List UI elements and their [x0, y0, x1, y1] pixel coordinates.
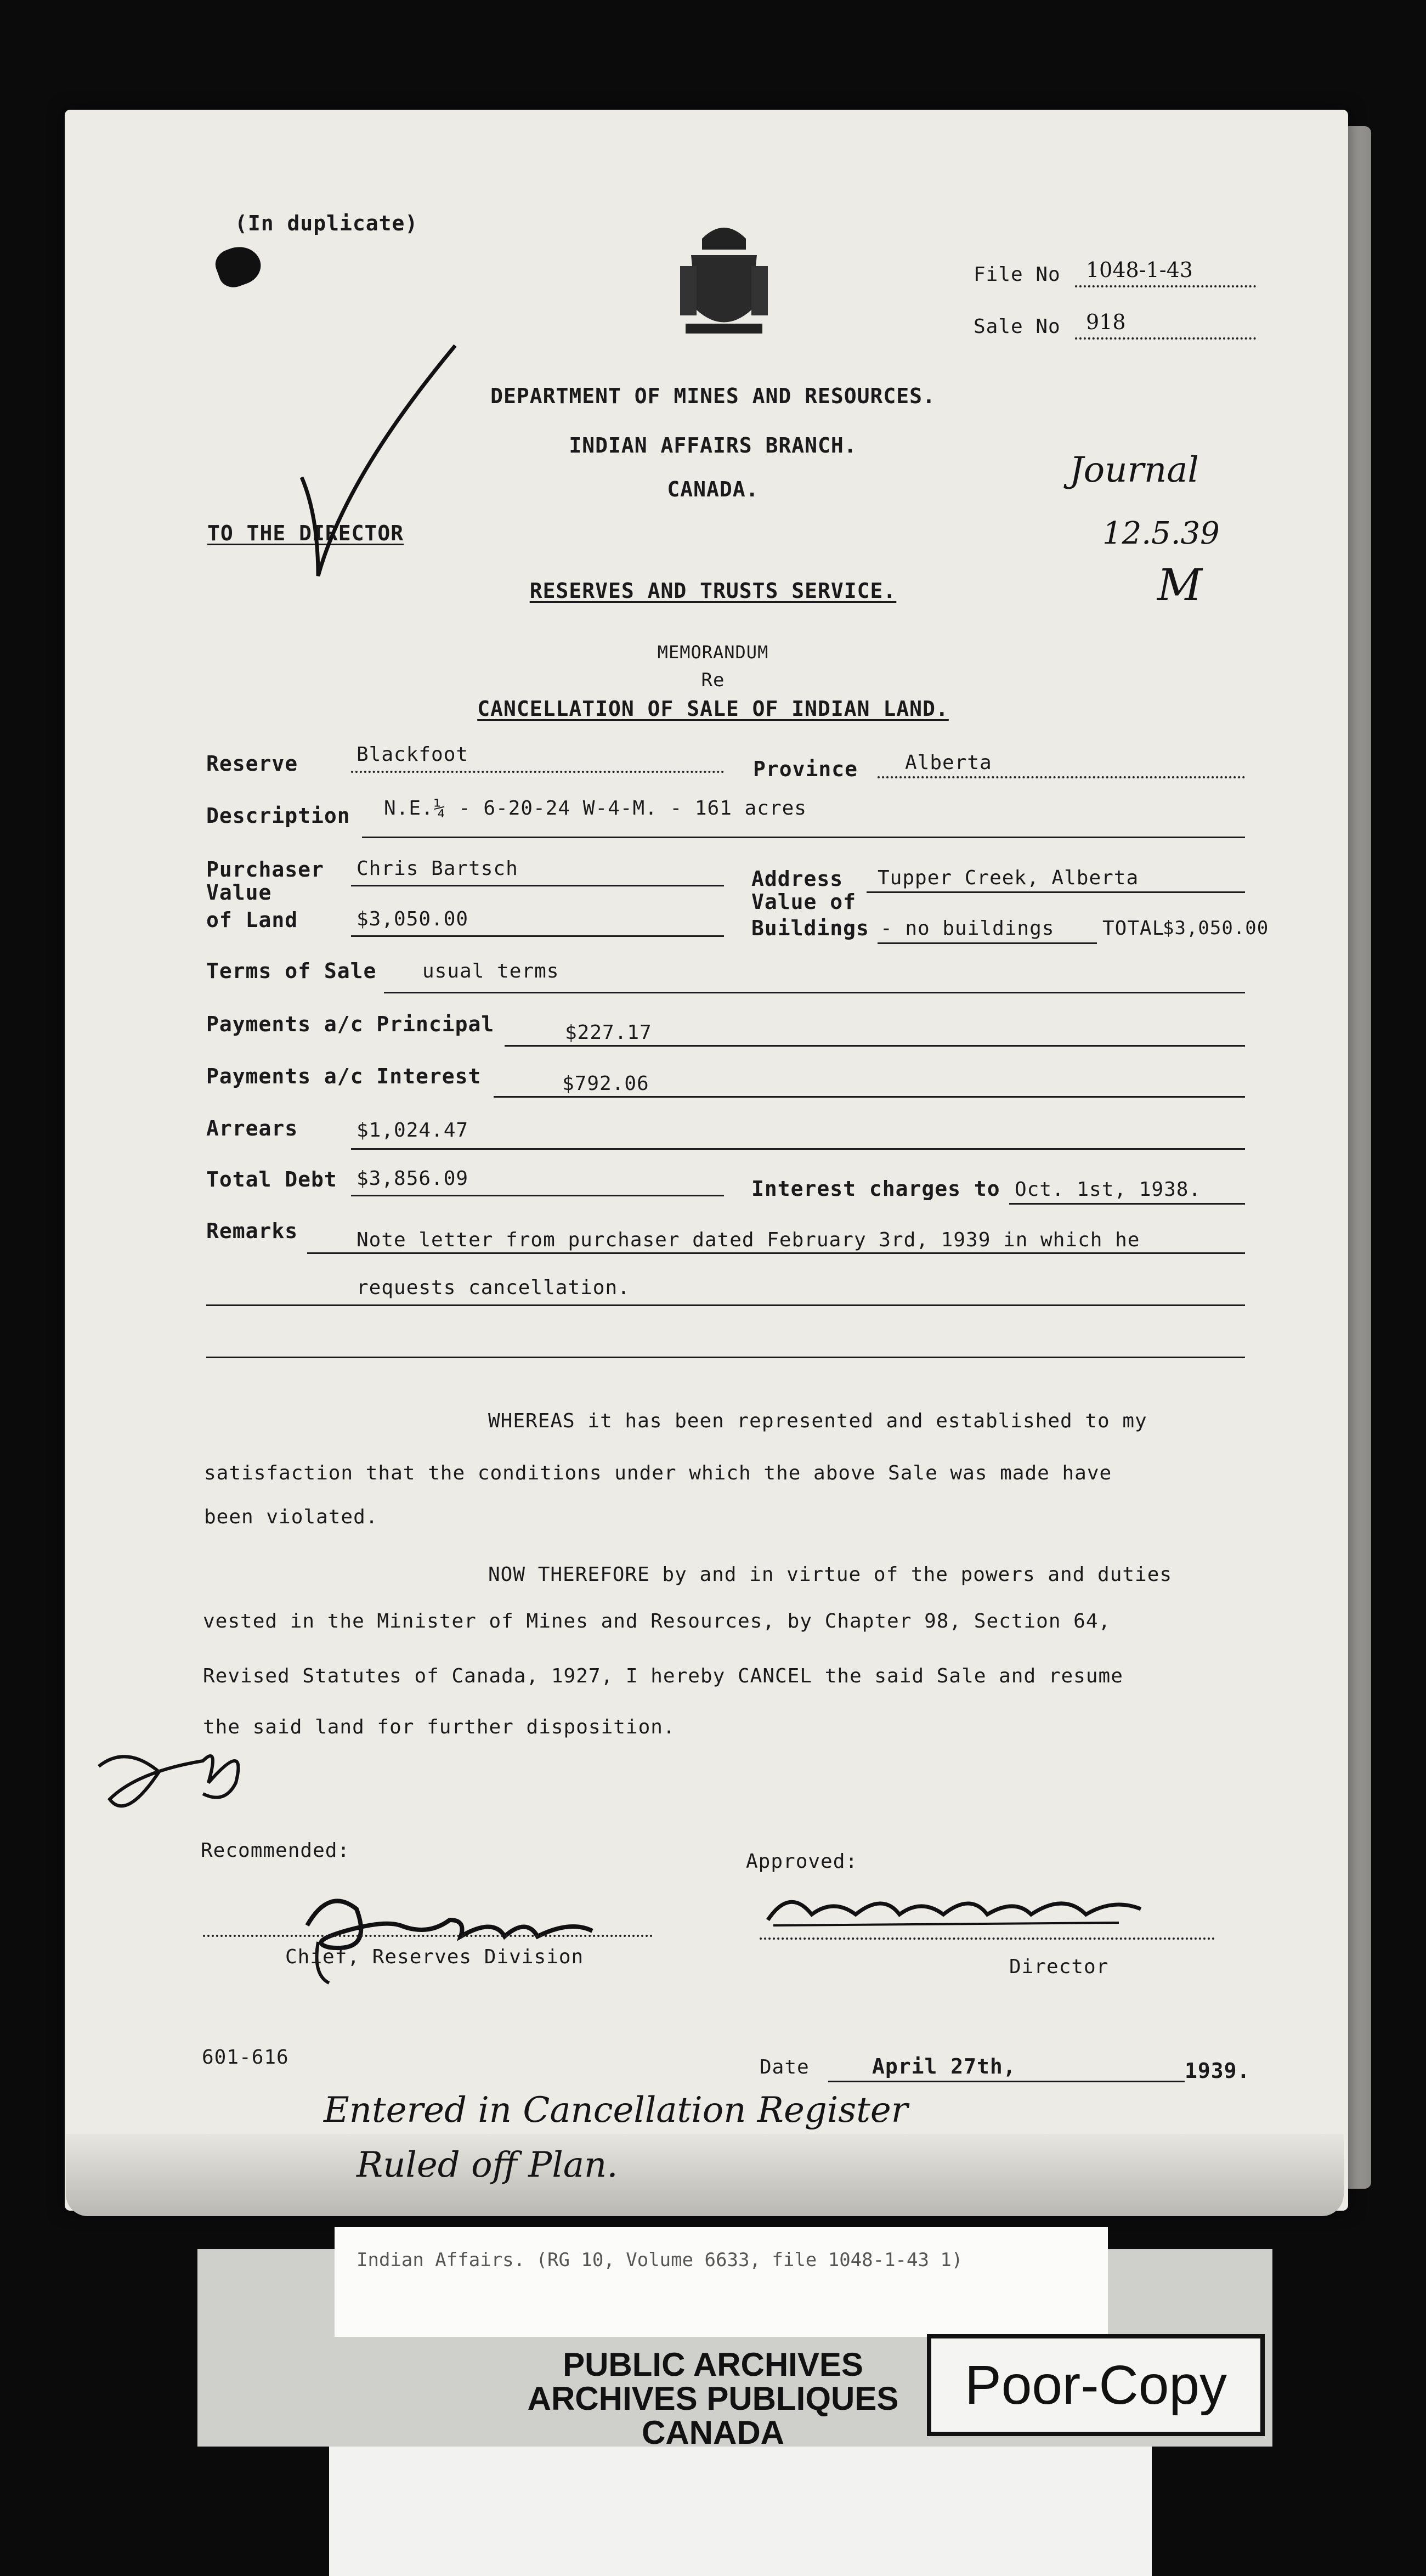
value-buildings-label-1: Value of	[751, 890, 857, 914]
principal-line	[505, 1045, 1245, 1047]
handwritten-journal: Journal	[1070, 450, 1199, 490]
purchaser-line	[351, 885, 724, 886]
approved-label: Approved:	[746, 1850, 858, 1873]
province-line	[878, 776, 1245, 778]
date-value: April 27th,	[872, 2054, 1016, 2078]
remarks-line-1: Note letter from purchaser dated February 3rd, 1939 in which he	[356, 1229, 1140, 1251]
branch-name: INDIAN AFFAIRS BRANCH.	[569, 433, 857, 457]
paragraph-1-line-1: WHEREAS it has been represented and established to my	[488, 1410, 1147, 1432]
remarks-label: Remarks	[206, 1219, 298, 1243]
purchaser-label: Purchaser	[206, 857, 324, 882]
remarks-rule-3	[206, 1357, 1245, 1358]
remarks-line-2: requests cancellation.	[356, 1276, 630, 1299]
value-land-label-1: Value	[206, 880, 272, 905]
archives-line-3: CANADA	[642, 2414, 784, 2451]
interest-charges-value: Oct. 1st, 1938.	[1015, 1178, 1202, 1201]
sale-no-label: Sale No	[974, 315, 1061, 338]
country-name: CANADA.	[667, 477, 759, 501]
total-debt-label: Total Debt	[206, 1167, 337, 1191]
description-value: N.E.¼ - 6-20-24 W-4-M. - 161 acres	[384, 797, 807, 820]
province-label: Province	[753, 757, 858, 781]
value-land-line	[351, 935, 724, 937]
paragraph-1-line-2: satisfaction that the conditions under which the above Sale was made have	[204, 1462, 1112, 1484]
paragraph-2-line-3: Revised Statutes of Canada, 1927, I hereby CANCEL the said Sale and resume	[203, 1665, 1123, 1687]
handwritten-note-line-1: Entered in Cancellation Register	[324, 2090, 908, 2131]
arrears-label: Arrears	[206, 1116, 298, 1140]
archive-citation: Indian Affairs. (RG 10, Volume 6633, file 1048-1-43 1)	[356, 2249, 963, 2271]
remarks-rule-2	[206, 1304, 1245, 1306]
value-land-value: $3,050.00	[356, 908, 469, 930]
date-label: Date	[760, 2056, 810, 2078]
arrears-line	[351, 1148, 1245, 1150]
recommended-label: Recommended:	[201, 1839, 350, 1862]
handwritten-note-line-2: Ruled off Plan.	[356, 2145, 618, 2185]
terms-of-sale-value: usual terms	[422, 960, 559, 982]
handwritten-journal-date: 12.5.39	[1102, 516, 1220, 551]
reserve-line	[351, 771, 724, 773]
addressee: TO THE DIRECTOR	[207, 521, 404, 545]
address-label: Address	[751, 867, 844, 891]
archive-strip-lower	[329, 2447, 1152, 2576]
paragraph-2-line-1: NOW THEREFORE by and in virtue of the powers and duties	[488, 1563, 1173, 1586]
reserve-label: Reserve	[206, 752, 298, 776]
terms-of-sale-label: Terms of Sale	[206, 959, 377, 983]
department-name: DEPARTMENT OF MINES AND RESOURCES.	[490, 384, 936, 408]
service-name: RESERVES AND TRUSTS SERVICE.	[529, 579, 897, 603]
file-no-dotted-line	[1075, 285, 1256, 287]
total-debt-value: $3,856.09	[356, 1167, 469, 1190]
paragraph-2-line-4: the said land for further disposition.	[203, 1716, 676, 1738]
principal-value: $227.17	[565, 1021, 652, 1044]
archives-line-2: ARCHIVES PUBLIQUES	[527, 2380, 899, 2417]
chief-signature-line	[203, 1935, 653, 1937]
memo-heading: MEMORANDUM	[657, 642, 769, 663]
address-value: Tupper Creek, Alberta	[878, 867, 1139, 889]
terms-line	[384, 992, 1245, 993]
description-label: Description	[206, 804, 350, 828]
director-title: Director	[1009, 1956, 1109, 1978]
poor-copy-stamp: Poor-Copy	[927, 2334, 1265, 2436]
form-number: 601-616	[202, 2046, 289, 2069]
description-line	[362, 837, 1245, 838]
interest-line	[494, 1096, 1245, 1098]
check-mark-icon	[296, 340, 461, 587]
document-page	[65, 110, 1348, 2211]
memo-re: Re	[701, 669, 725, 691]
interest-label: Payments a/c Interest	[206, 1064, 482, 1088]
reserve-value: Blackfoot	[356, 743, 469, 766]
duplicate-note: (In duplicate)	[235, 211, 418, 235]
paragraph-2-line-2: vested in the Minister of Mines and Resources, by Chapter 98, Section 64,	[203, 1610, 1111, 1632]
year-value: 1939.	[1185, 2059, 1250, 2083]
handwritten-initial: M	[1157, 560, 1202, 611]
file-no-value: 1048-1-43	[1086, 258, 1193, 282]
archive-citation-box	[335, 2227, 1108, 2337]
address-line	[867, 891, 1245, 893]
paper-bottom-curl	[66, 2134, 1344, 2216]
file-no-label: File No	[974, 263, 1061, 286]
sale-no-dotted-line	[1075, 337, 1256, 340]
coat-of-arms-icon	[669, 217, 779, 340]
initials-signature-icon	[93, 1733, 324, 1832]
province-value: Alberta	[905, 752, 992, 774]
director-signature-icon	[757, 1876, 1152, 1942]
total-debt-line	[351, 1195, 724, 1196]
value-buildings-line	[878, 942, 1097, 944]
archives-line-1: PUBLIC ARCHIVES	[563, 2346, 863, 2383]
archives-stamp	[528, 2348, 899, 2450]
principal-label: Payments a/c Principal	[206, 1012, 495, 1036]
chief-signature-icon	[285, 1865, 625, 1991]
interest-value: $792.06	[562, 1072, 649, 1095]
sale-no-value: 918	[1086, 310, 1126, 334]
value-buildings-value: - no buildings	[880, 917, 1055, 940]
value-buildings-label-2: Buildings	[751, 916, 869, 940]
memo-subject: CANCELLATION OF SALE OF INDIAN LAND.	[477, 697, 949, 721]
date-line	[828, 2081, 1185, 2082]
paragraph-1-line-3: been violated.	[204, 1506, 378, 1528]
arrears-value: $1,024.47	[356, 1119, 469, 1142]
director-signature-line	[760, 1937, 1215, 1940]
chief-title: Chief, Reserves Division	[285, 1946, 584, 1968]
interest-charges-label: Interest charges to	[751, 1177, 1000, 1201]
interest-charges-line	[1009, 1203, 1245, 1205]
remarks-rule-1	[307, 1252, 1245, 1254]
total-value: $3,050.00	[1163, 917, 1269, 939]
total-label: TOTAL	[1102, 917, 1165, 940]
value-land-label-2: of Land	[206, 908, 298, 932]
purchaser-value: Chris Bartsch	[356, 857, 518, 880]
